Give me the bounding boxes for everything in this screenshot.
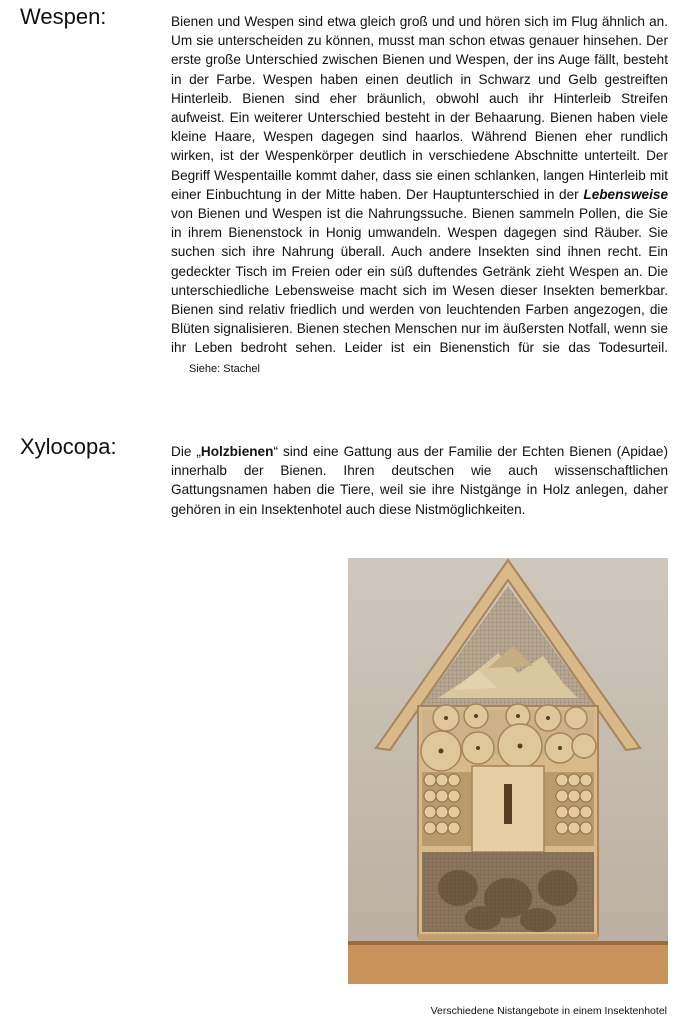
emphasis-lebensweise: Lebensweise (583, 186, 669, 202)
entry-text-part: Die „ (171, 444, 201, 459)
entry-text-part: von Bienen und Wespen ist die Nahrungssuche. Bienen sammeln Pollen, die Sie in ihrem Bienenstock in Honig umwandeln. Wespen dagegen sind Räuber. Sie suchen sich ihre Nahrung überall. Auch andere Insekten sind ihnen recht. Ein gedeckter Tisch im Freien oder ein süß duftendes Getränk zieht Wespen an. Die unterschiedliche Lebensweise macht sich im Wesen dieser Insekten bemerkbar. Bienen sind relativ friedlich und werden von leuchtenden Farben angezogen, die Blüten signalisieren. Bienen stechen Menschen nur im äußersten Notfall, wenn sie ihr Leben bedroht sehen. Leider ist ein Bienenstich für sie das Todesurteil. (171, 206, 668, 356)
entry-text-part: “ sind eine Gattung aus der Familie der Echten Bienen (Apidae) innerhalb der Bienen. Ihren deutschen wie auch wissenschaftlichen Gattungsnamen haben die Tiere, weil sie ihre Nistgänge in Holz anlegen, daher gehören in ein Insektenhotel auch diese Nistmöglichkeiten. (171, 444, 668, 517)
insect-hotel-photo (348, 558, 668, 984)
entry-text-xylocopa (171, 442, 668, 519)
photo-caption: Verschiedene Nistangebote in einem Insektenhotel (430, 1005, 667, 1017)
see-also-reference: Siehe: Stachel (189, 362, 260, 375)
emphasis-holzbienen: Holzbienen (200, 444, 274, 459)
entry-text-part: Bienen und Wespen sind etwa gleich groß und und hören sich im Flug ähnlich an. Um sie unterscheiden zu können, musst man schon etwas genauer hinsehen. Der erste große Unterschied zwischen Bienen und Wespen, der ins Auge fällt, besteht in der Farbe. Wespen haben einen deutlich in Schwarz und Gelb gestreiften Hinterleib. Bienen sind eher bräunlich, obwohl auch ihr Hinterleib Streifen aufweist. Ein weiterer Unterschied besteht in der Behaarung. Bienen haben viele kleine Haare, Wespen dagegen sind haarlos. Während Bienen eher rundlich wirken, ist der Wespenkörper deutlich in verschiedene Abschnitte unterteilt. Der Begriff Wespentaille kommt daher, dass sie einen schlanken, langen Hinterleib mit einer Einbuchtung in der Mitte haben. Der Hauptunterschied in der (171, 14, 668, 202)
entry-text-wespen (171, 12, 668, 379)
entry-term-wespen: Wespen: (20, 4, 107, 29)
entry-term-xylocopa: Xylocopa: (20, 434, 117, 459)
